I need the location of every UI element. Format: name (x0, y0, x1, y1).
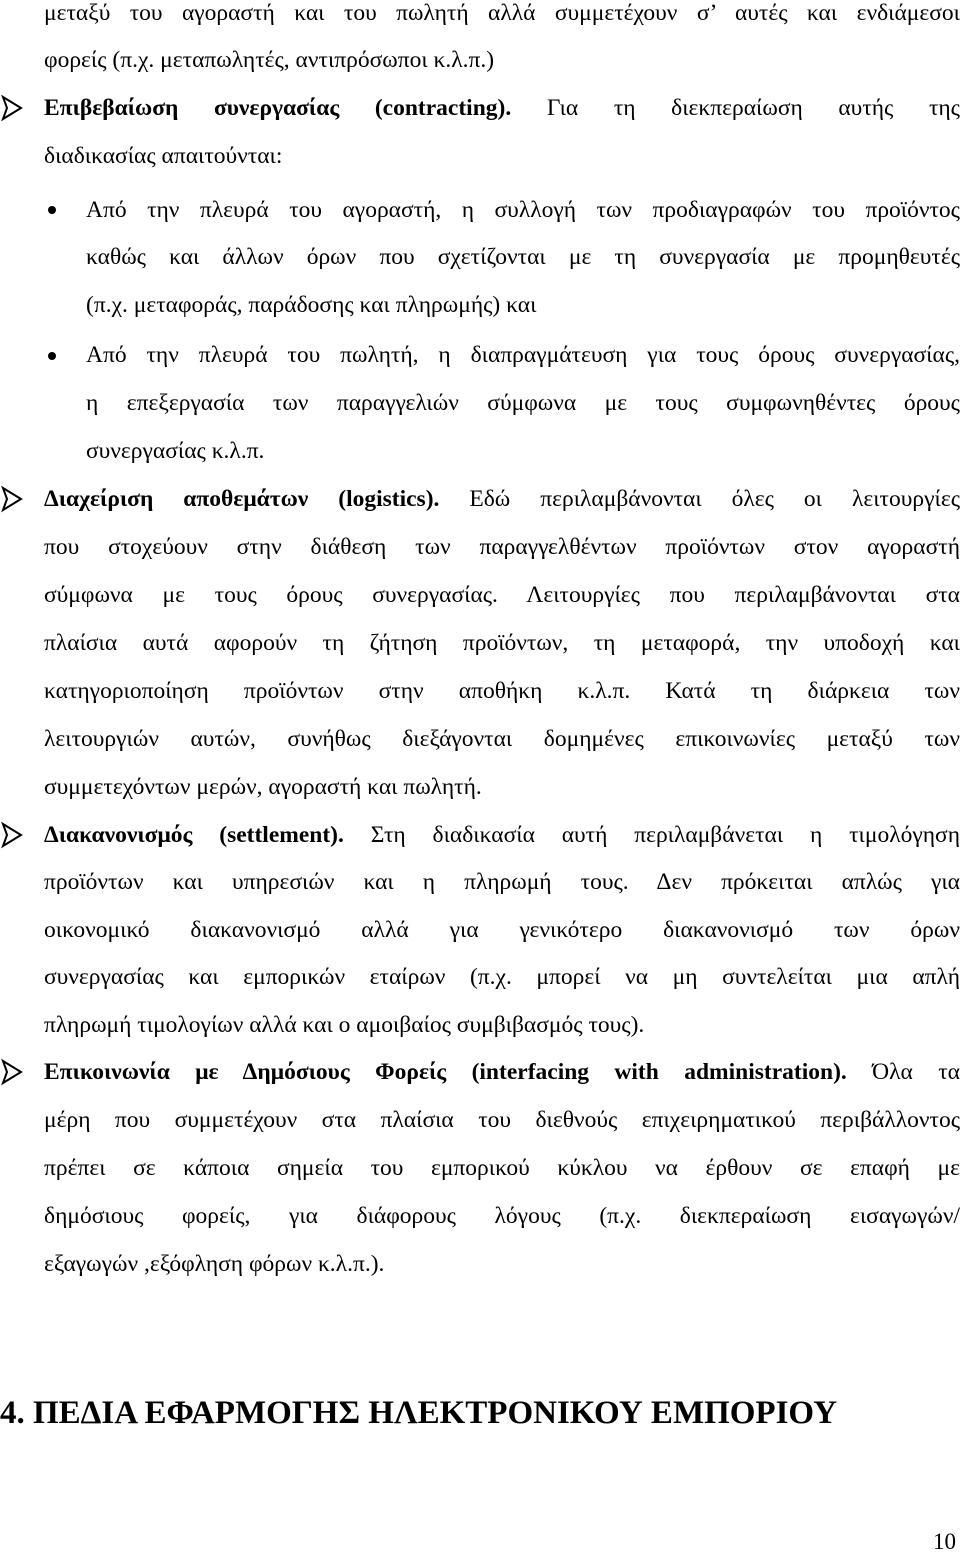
paragraph-line: εξαγωγών ,εξόφληση φόρων κ.λ.π.). (44, 1251, 385, 1277)
logistics-title: Διαχείριση αποθεμάτων (logistics). (44, 486, 440, 512)
seller-bullet-line-1: Από την πλευρά του πωλητή, η διαπραγμάτευση για τους όρους συνεργασίας, (86, 342, 960, 368)
paragraph-line: κατηγοριοποίηση προϊόντων στην αποθήκη κ.λ.π. Κατά τη διάρκεια των (44, 678, 960, 704)
paragraph-line: πρέπει σε κάποια σημεία του εμπορικού κύκλου να έρθουν σε επαφή με (44, 1155, 960, 1181)
paragraph-line: προϊόντων και υπηρεσιών και η πληρωμή τους. Δεν πρόκειται απλώς για (44, 869, 960, 895)
paragraph-line: συμμετεχόντων μερών, αγοραστή και πωλητή. (44, 774, 482, 800)
paragraph-line: οικονομικό διακανονισμό αλλά για γενικότερο διακανονισμό των όρων (44, 917, 960, 943)
interfacing-text: Όλα τα (846, 1059, 960, 1085)
buyer-bullet-line-2: καθώς και άλλων όρων που σχετίζονται με τη συνεργασία με προμηθευτές (86, 244, 960, 270)
seller-bullet-line-3: συνεργασίας κ.λ.π. (86, 438, 265, 464)
paragraph-line: συνεργασίας και εμπορικών εταίρων (π.χ. μπορεί να μη συντελείται μια απλή (44, 964, 960, 990)
arrow-bullet-icon (0, 93, 26, 123)
arrow-bullet-icon (0, 484, 26, 514)
paragraph-line: πλαίσια αυτά αφορούν τη ζήτηση προϊόντων, τη μεταφορά, την υποδοχή και (44, 630, 960, 656)
paragraph-line: δημόσιους φορείς, για διάφορους λόγους (π.χ. διεκπεραίωση εισαγωγών/ (44, 1203, 960, 1229)
paragraph-line: διαδικασίας απαιτούνται: (44, 143, 283, 169)
paragraph-line: φορείς (π.χ. μεταπωλητές, αντιπρόσωποι κ.λ.π.) (44, 47, 495, 73)
bullet-dot-icon (48, 352, 56, 360)
settlement-line-1 (44, 820, 960, 850)
interfacing-line-1 (44, 1057, 960, 1087)
paragraph-line: πληρωμή τιμολογίων αλλά και ο αμοιβαίος συμβιβασμός τους). (44, 1012, 645, 1038)
contracting-line-1 (44, 93, 960, 123)
buyer-bullet-line-3: (π.χ. μεταφοράς, παράδοσης και πληρωμής) και (86, 292, 537, 318)
logistics-text: Εδώ περιλαμβάνονται όλες οι λειτουργίες (439, 486, 960, 512)
logistics-line-1 (44, 484, 960, 514)
page-number: 10 (933, 1529, 956, 1554)
section-heading: 4. ΠΕΔΙΑ ΕΦΑΡΜΟΓΗΣ ΗΛΕΚΤΡΟΝΙΚΟΥ ΕΜΠΟΡΙΟΥ (0, 1395, 838, 1431)
bullet-dot-icon (48, 206, 56, 214)
seller-bullet-line-2: η επεξεργασία των παραγγελιών σύμφωνα με τους συμφωνηθέντες όρους (86, 390, 960, 416)
arrow-bullet-icon (0, 1057, 26, 1087)
paragraph-line: που στοχεύουν στην διάθεση των παραγγελθέντων προϊόντων στον αγοραστή (44, 534, 960, 560)
paragraph-line: λειτουργιών αυτών, συνήθως διεξάγονται δομημένες επικοινωνίες μεταξύ των (44, 726, 960, 752)
contracting-text: Για τη διεκπεραίωση αυτής της (511, 95, 960, 121)
buyer-bullet-line-1: Από την πλευρά του αγοραστή, η συλλογή των προδιαγραφών του προϊόντος (86, 197, 960, 223)
paragraph-line: σύμφωνα με τους όρους συνεργασίας. Λειτουργίες που περιλαμβάνονται στα (44, 582, 960, 608)
arrow-bullet-icon (0, 820, 26, 850)
paragraph-line: μεταξύ του αγοραστή και του πωλητή αλλά συμμετέχουν σ’ αυτές και ενδιάμεσοι (44, 0, 960, 26)
settlement-title: Διακανονισμός (settlement). (44, 822, 344, 848)
interfacing-title: Επικοινωνία με Δημόσιους Φορείς (interfacing with administration). (44, 1059, 847, 1085)
contracting-title: Επιβεβαίωση συνεργασίας (contracting). (44, 95, 512, 121)
settlement-text: Στη διαδικασία αυτή περιλαμβάνεται η τιμολόγηση (343, 822, 960, 848)
paragraph-line: μέρη που συμμετέχουν στα πλαίσια του διεθνούς επιχειρηματικού περιβάλλοντος (44, 1107, 960, 1133)
